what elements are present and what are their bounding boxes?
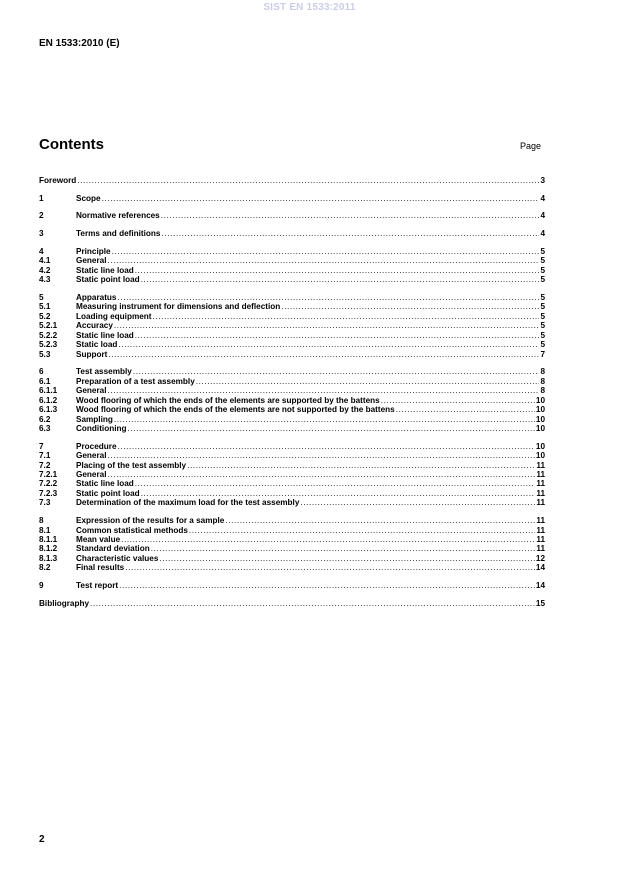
toc-entry-title: Static point load — [76, 275, 140, 285]
toc-entry[interactable] — [39, 599, 545, 608]
toc-entry-page: 10 — [535, 405, 545, 415]
toc-entry-page: 11 — [536, 470, 545, 480]
toc-entry-number: 5.1 — [39, 302, 51, 312]
toc-entry-number: 4.3 — [39, 275, 51, 285]
toc-entry-page: 5 — [540, 292, 545, 302]
toc-entry-number: 5.2.3 — [39, 340, 58, 350]
toc-entry-title: Foreword — [39, 176, 77, 185]
toc-entry-page: 4 — [540, 229, 545, 239]
toc-entry[interactable] — [39, 377, 545, 386]
toc-entry-number: 7 — [39, 441, 44, 451]
toc-entry-title: Apparatus — [76, 292, 117, 302]
toc-entry-title: Static line load — [76, 330, 134, 340]
toc-entry-number: 6 — [39, 367, 44, 377]
toc-entry-page: 4 — [540, 193, 545, 203]
toc-entry-number: 1 — [39, 193, 44, 203]
toc-entry-number: 4.2 — [39, 265, 51, 275]
toc-dot-leader — [151, 544, 536, 553]
toc-entry-page: 10 — [535, 441, 545, 451]
toc-dot-leader — [135, 266, 540, 275]
toc-entry[interactable] — [39, 451, 545, 460]
toc-entry[interactable] — [39, 554, 545, 563]
page-column-label: Page — [520, 141, 542, 151]
toc-dot-leader — [281, 302, 539, 311]
toc-entry[interactable] — [39, 302, 545, 311]
toc-dot-leader — [121, 535, 535, 544]
toc-dot-leader — [187, 461, 535, 470]
toc-entry-title: Static point load — [76, 488, 140, 498]
toc-entry[interactable] — [39, 516, 545, 525]
toc-dot-leader — [114, 415, 535, 424]
toc-entry-page: 8 — [540, 367, 545, 377]
toc-entry-number: 9 — [39, 580, 44, 590]
toc-entry-number: 3 — [39, 229, 44, 239]
toc-entry-page: 10 — [535, 395, 545, 405]
toc-entry-title: Determination of the maximum load for the test assembly — [76, 498, 300, 508]
toc-entry-title: Bibliography — [39, 598, 90, 608]
toc-entry-title: Sampling — [76, 414, 113, 424]
toc-entry-page: 14 — [535, 563, 545, 573]
toc-dot-leader — [108, 451, 535, 460]
toc-entry-page: 11 — [536, 534, 545, 544]
toc-entry-title: General — [76, 256, 107, 266]
toc-entry[interactable] — [39, 266, 545, 275]
toc-entry-page: 10 — [535, 451, 545, 461]
contents-heading: Contents — [39, 136, 104, 153]
toc-entry-page: 12 — [535, 553, 545, 563]
toc-dot-leader — [127, 424, 534, 433]
toc-entry-title: Preparation of a test assembly — [76, 376, 195, 386]
toc-entry[interactable] — [39, 442, 545, 451]
toc-entry-page: 11 — [536, 525, 545, 535]
toc-dot-leader — [119, 581, 535, 590]
toc-entry-number: 5.2 — [39, 311, 51, 321]
toc-entry-page: 5 — [540, 265, 545, 275]
toc-entry-number: 5.2.1 — [39, 321, 58, 331]
toc-dot-leader — [135, 479, 536, 488]
toc-entry-title: Static load — [76, 340, 118, 350]
toc-entry[interactable] — [39, 405, 545, 414]
toc-entry[interactable] — [39, 544, 545, 553]
toc-entry-page: 11 — [536, 544, 545, 554]
toc-entry[interactable] — [39, 275, 545, 284]
toc-dot-leader — [300, 498, 535, 507]
toc-entry[interactable] — [39, 470, 545, 479]
toc-entry-title: Standard deviation — [76, 544, 150, 554]
toc-entry[interactable] — [39, 424, 545, 433]
toc-entry-title: Scope — [76, 193, 101, 203]
toc-entry[interactable] — [39, 498, 545, 507]
toc-dot-leader — [108, 256, 540, 265]
toc-entry-number: 6.1.3 — [39, 405, 58, 415]
toc-entry-number: 6.1 — [39, 376, 51, 386]
toc-entry-number: 8.1 — [39, 525, 51, 535]
toc-dot-leader — [153, 312, 540, 321]
toc-dot-leader — [225, 516, 535, 525]
toc-entry-title: Wood flooring of which the ends of the elements are supported by the battens — [76, 395, 380, 405]
toc-entry-title: Expression of the results for a sample — [76, 516, 225, 526]
toc-entry-page: 11 — [536, 479, 545, 489]
toc-entry-number: 8.2 — [39, 563, 51, 573]
toc-dot-leader — [125, 563, 535, 572]
toc-entry-page: 11 — [536, 460, 545, 470]
toc-entry-title: Static line load — [76, 265, 134, 275]
toc-entry-title: Placing of the test assembly — [76, 460, 187, 470]
toc-dot-leader — [118, 442, 535, 451]
toc-entry[interactable] — [39, 396, 545, 405]
toc-entry-page: 11 — [536, 498, 545, 508]
toc-entry-title: Normative references — [76, 211, 160, 221]
toc-dot-leader — [196, 377, 540, 386]
toc-entry-number: 7.2.1 — [39, 470, 58, 480]
toc-entry-number: 6.2 — [39, 414, 51, 424]
table-of-contents — [39, 176, 545, 608]
toc-entry-number: 5.2.2 — [39, 330, 58, 340]
toc-entry-page: 5 — [540, 311, 545, 321]
toc-entry[interactable] — [39, 386, 545, 395]
toc-entry-title: General — [76, 386, 107, 396]
toc-entry-page: 4 — [540, 211, 545, 221]
toc-entry-page: 5 — [540, 330, 545, 340]
toc-entry-page: 8 — [540, 376, 545, 386]
toc-entry-title: Common statistical methods — [76, 525, 188, 535]
toc-entry-number: 2 — [39, 211, 44, 221]
toc-entry-page: 11 — [536, 516, 545, 526]
toc-entry-number: 8.1.3 — [39, 553, 58, 563]
toc-dot-leader — [381, 396, 535, 405]
watermark: SIST EN 1533:2011 — [263, 2, 356, 13]
toc-entry-title: Test assembly — [76, 367, 132, 377]
toc-entry-page: 3 — [540, 176, 545, 185]
toc-entry[interactable] — [39, 367, 545, 376]
toc-dot-leader — [141, 489, 536, 498]
toc-entry-number: 8.1.1 — [39, 534, 58, 544]
toc-entry-number: 7.1 — [39, 451, 51, 461]
toc-entry-number: 7.2.3 — [39, 488, 58, 498]
toc-entry-title: Measuring instrument for dimensions and deflection — [76, 302, 281, 312]
toc-entry-page: 8 — [540, 386, 545, 396]
toc-entry[interactable] — [39, 331, 545, 340]
toc-entry-number: 6.1.2 — [39, 395, 58, 405]
toc-entry[interactable] — [39, 415, 545, 424]
toc-entry[interactable] — [39, 535, 545, 544]
toc-entry-title: Procedure — [76, 441, 117, 451]
toc-dot-leader — [396, 405, 535, 414]
toc-entry[interactable] — [39, 176, 545, 185]
toc-dot-leader — [108, 350, 539, 359]
toc-entry[interactable] — [39, 321, 545, 330]
toc-entry-number: 4.1 — [39, 256, 51, 266]
toc-dot-leader — [108, 386, 540, 395]
toc-entry-title: Accuracy — [76, 321, 113, 331]
toc-entry-title: Wood flooring of which the ends of the elements are not supported by the battens — [76, 405, 395, 415]
toc-entry-page: 11 — [536, 488, 545, 498]
toc-entry-number: 7.3 — [39, 498, 51, 508]
toc-entry-number: 6.3 — [39, 423, 51, 433]
toc-entry-title: Final results — [76, 563, 125, 573]
toc-entry-title: Loading equipment — [76, 311, 152, 321]
page-number: 2 — [39, 834, 45, 845]
document-id: EN 1533:2010 (E) — [39, 38, 120, 49]
toc-dot-leader — [141, 275, 540, 284]
toc-entry[interactable] — [39, 229, 545, 238]
toc-entry-title: Terms and definitions — [76, 229, 161, 239]
toc-entry-page: 15 — [535, 598, 545, 608]
toc-entry[interactable] — [39, 293, 545, 302]
toc-dot-leader — [112, 247, 540, 256]
toc-entry-title: General — [76, 451, 107, 461]
toc-entry[interactable] — [39, 194, 545, 203]
toc-entry-page: 14 — [535, 580, 545, 590]
toc-dot-leader — [108, 470, 536, 479]
toc-entry-page: 7 — [540, 349, 545, 359]
toc-entry-number: 8 — [39, 516, 44, 526]
toc-dot-leader — [135, 331, 540, 340]
toc-dot-leader — [161, 229, 539, 238]
toc-dot-leader — [133, 367, 540, 376]
toc-entry[interactable] — [39, 312, 545, 321]
toc-entry-page: 10 — [535, 414, 545, 424]
toc-entry[interactable] — [39, 247, 545, 256]
toc-dot-leader — [90, 599, 535, 608]
toc-entry-title: General — [76, 470, 107, 480]
toc-entry-number: 4 — [39, 246, 44, 256]
toc-entry-number: 5.3 — [39, 349, 51, 359]
toc-entry-title: Characteristic values — [76, 553, 159, 563]
toc-entry[interactable] — [39, 256, 545, 265]
toc-entry[interactable] — [39, 211, 545, 220]
toc-entry-title: Conditioning — [76, 423, 127, 433]
toc-dot-leader — [161, 211, 540, 220]
toc-entry[interactable] — [39, 563, 545, 572]
toc-entry-number: 5 — [39, 292, 44, 302]
toc-entry-number: 8.1.2 — [39, 544, 58, 554]
toc-entry-number: 7.2 — [39, 460, 51, 470]
toc-dot-leader — [118, 293, 540, 302]
toc-entry[interactable] — [39, 581, 545, 590]
toc-entry-number: 7.2.2 — [39, 479, 58, 489]
toc-entry-page: 10 — [535, 423, 545, 433]
toc-entry-number: 6.1.1 — [39, 386, 58, 396]
toc-entry-page: 5 — [540, 256, 545, 266]
toc-dot-leader — [102, 194, 540, 203]
toc-entry[interactable] — [39, 461, 545, 470]
toc-entry-title: Support — [76, 349, 108, 359]
toc-entry[interactable] — [39, 479, 545, 488]
toc-dot-leader — [118, 340, 539, 349]
toc-entry-title: Test report — [76, 580, 119, 590]
toc-dot-leader — [114, 321, 540, 330]
toc-entry-page: 5 — [540, 340, 545, 350]
toc-entry[interactable] — [39, 350, 545, 359]
toc-entry[interactable] — [39, 526, 545, 535]
toc-entry-title: Principle — [76, 246, 111, 256]
toc-entry[interactable] — [39, 489, 545, 498]
toc-entry-title: Mean value — [76, 534, 121, 544]
toc-entry-page: 5 — [540, 302, 545, 312]
toc-entry-page: 5 — [540, 275, 545, 285]
toc-dot-leader — [189, 526, 535, 535]
toc-entry-page: 5 — [540, 321, 545, 331]
toc-entry[interactable] — [39, 340, 545, 349]
toc-entry-page: 5 — [540, 246, 545, 256]
toc-dot-leader — [159, 554, 535, 563]
toc-entry-title: Static line load — [76, 479, 134, 489]
toc-dot-leader — [77, 176, 539, 185]
